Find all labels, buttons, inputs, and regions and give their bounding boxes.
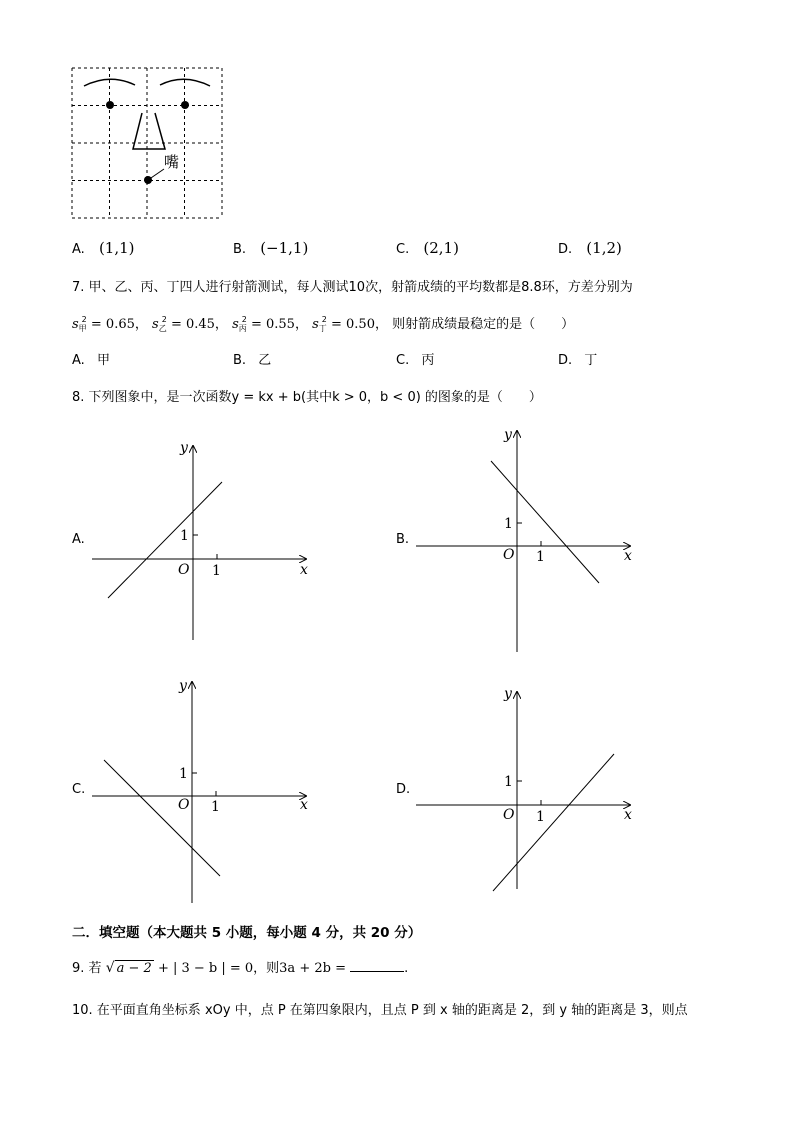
q6-option-b-text: (−1,1)	[260, 239, 309, 257]
x-one-label: 1	[211, 799, 220, 815]
q10-stem: 10. 在平面直角坐标系 xOy 中，点 P 在第四象限内，且点 P 到 x 轴的距离是 2，到 y 轴的距离是 3，则点	[72, 1003, 688, 1018]
q6-option-d-letter: D.	[558, 242, 573, 257]
q9-answer-blank[interactable]	[350, 959, 404, 972]
y-one-label: 1	[504, 774, 513, 790]
mouth-label: 嘴	[164, 153, 180, 171]
q7-option-a-text: 甲	[96, 353, 110, 368]
var-value-yi: = 0.45，	[170, 317, 228, 332]
q6-option-c-text: (2,1)	[423, 239, 459, 257]
x-label: x	[624, 548, 632, 564]
nose-trapezoid	[133, 113, 165, 149]
graph-b-letter[interactable]: B.	[396, 532, 410, 547]
graph-d-letter[interactable]: D.	[396, 782, 411, 797]
section2-heading: 二．填空题（本大题共 5 小题，每小题 4 分，共 20 分）	[72, 925, 422, 941]
var-value-ding: = 0.50，	[331, 317, 388, 332]
x-label: x	[300, 797, 308, 813]
q9-line: 9. 若 √ a − 2 + | 3 − b | = 0，则3a + 2b = .	[72, 960, 409, 976]
x-label: x	[300, 562, 308, 578]
q9-prefix: 9. 若	[72, 961, 102, 976]
left-eye-dot	[106, 101, 114, 109]
graph-a-letter[interactable]: A.	[72, 532, 85, 547]
x-one-label: 1	[212, 563, 221, 579]
y-label: y	[180, 440, 188, 456]
y-label: y	[504, 427, 512, 443]
y-one-label: 1	[180, 528, 189, 544]
q6-option-d[interactable]	[558, 239, 622, 257]
q6-option-d-text: (1,2)	[586, 239, 622, 257]
mouth-pointer	[148, 169, 164, 180]
var-value-bing: = 0.55，	[250, 317, 308, 332]
q8-stem: 8. 下列图象中，是一次函数y = kx + b(其中k > 0，b < 0) 的图象的是（ ）	[72, 390, 542, 405]
var-sub-jia: 甲	[78, 324, 87, 333]
q9-radicand: a − 2	[116, 961, 152, 976]
function-line	[108, 482, 222, 598]
var-sub-ding: 丁	[318, 324, 327, 333]
q7-option-c-letter: C.	[396, 353, 410, 368]
q7-tail: 则射箭成绩最稳定的是（ ）	[392, 317, 575, 332]
q6-option-b[interactable]	[233, 239, 308, 257]
graph-d[interactable]	[416, 684, 641, 894]
var-sub-bing: 丙	[238, 324, 247, 333]
y-one-label: 1	[179, 766, 188, 782]
y-label: y	[504, 686, 512, 702]
q7-variances: $s_甲^2 = 0.65$， $s_乙^2 = 0.45$， $s_丙^2 = 0.55$， $s_丁^2 = 0.50$， 则射箭成绩最稳定的是（ ）	[72, 315, 575, 333]
x-label: x	[624, 807, 632, 823]
var-value-jia: = 0.65，	[90, 317, 148, 332]
origin-label: O	[178, 797, 190, 813]
graph-c[interactable]	[92, 676, 317, 906]
q6-option-a-letter: A.	[72, 242, 85, 257]
q7-option-b-text: 乙	[258, 353, 272, 368]
origin-label: O	[178, 562, 190, 578]
q7-stem-line1: 7. 甲、乙、丙、丁四人进行射箭测试，每人测试10次，射箭成绩的平均数都是8.8环，方差分别为	[72, 280, 633, 295]
origin-label: O	[503, 547, 515, 563]
face-grid-figure	[72, 68, 224, 220]
q9-suffix: .	[404, 961, 409, 976]
q6-option-a[interactable]	[72, 239, 135, 257]
graph-a[interactable]	[92, 438, 317, 648]
q7-option-a-letter: A.	[72, 353, 85, 368]
x-one-label: 1	[536, 549, 545, 565]
y-label: y	[179, 678, 187, 694]
y-one-label: 1	[504, 516, 513, 532]
graph-c-letter[interactable]: C.	[72, 782, 86, 797]
function-line	[104, 760, 220, 876]
x-one-label: 1	[536, 809, 545, 825]
q6-option-b-letter: B.	[233, 242, 247, 257]
graph-b[interactable]	[416, 425, 641, 653]
q7-option-d[interactable]	[558, 349, 597, 368]
q7-option-d-text: 丁	[584, 353, 598, 368]
q6-option-c-letter: C.	[396, 242, 410, 257]
q7-option-a[interactable]	[72, 349, 110, 368]
q7-option-c[interactable]	[396, 349, 434, 368]
right-eye-dot	[181, 101, 189, 109]
q7-option-b-letter: B.	[233, 353, 247, 368]
q9-middle: + | 3 − b | = 0，则3a + 2b =	[157, 961, 346, 976]
origin-label: O	[503, 807, 515, 823]
q7-option-c-text: 丙	[421, 353, 435, 368]
q7-option-b[interactable]	[233, 349, 271, 368]
q7-option-d-letter: D.	[558, 353, 573, 368]
q6-option-a-text: (1,1)	[98, 239, 135, 257]
q6-option-c[interactable]	[396, 239, 459, 257]
var-sub-yi: 乙	[158, 324, 167, 333]
